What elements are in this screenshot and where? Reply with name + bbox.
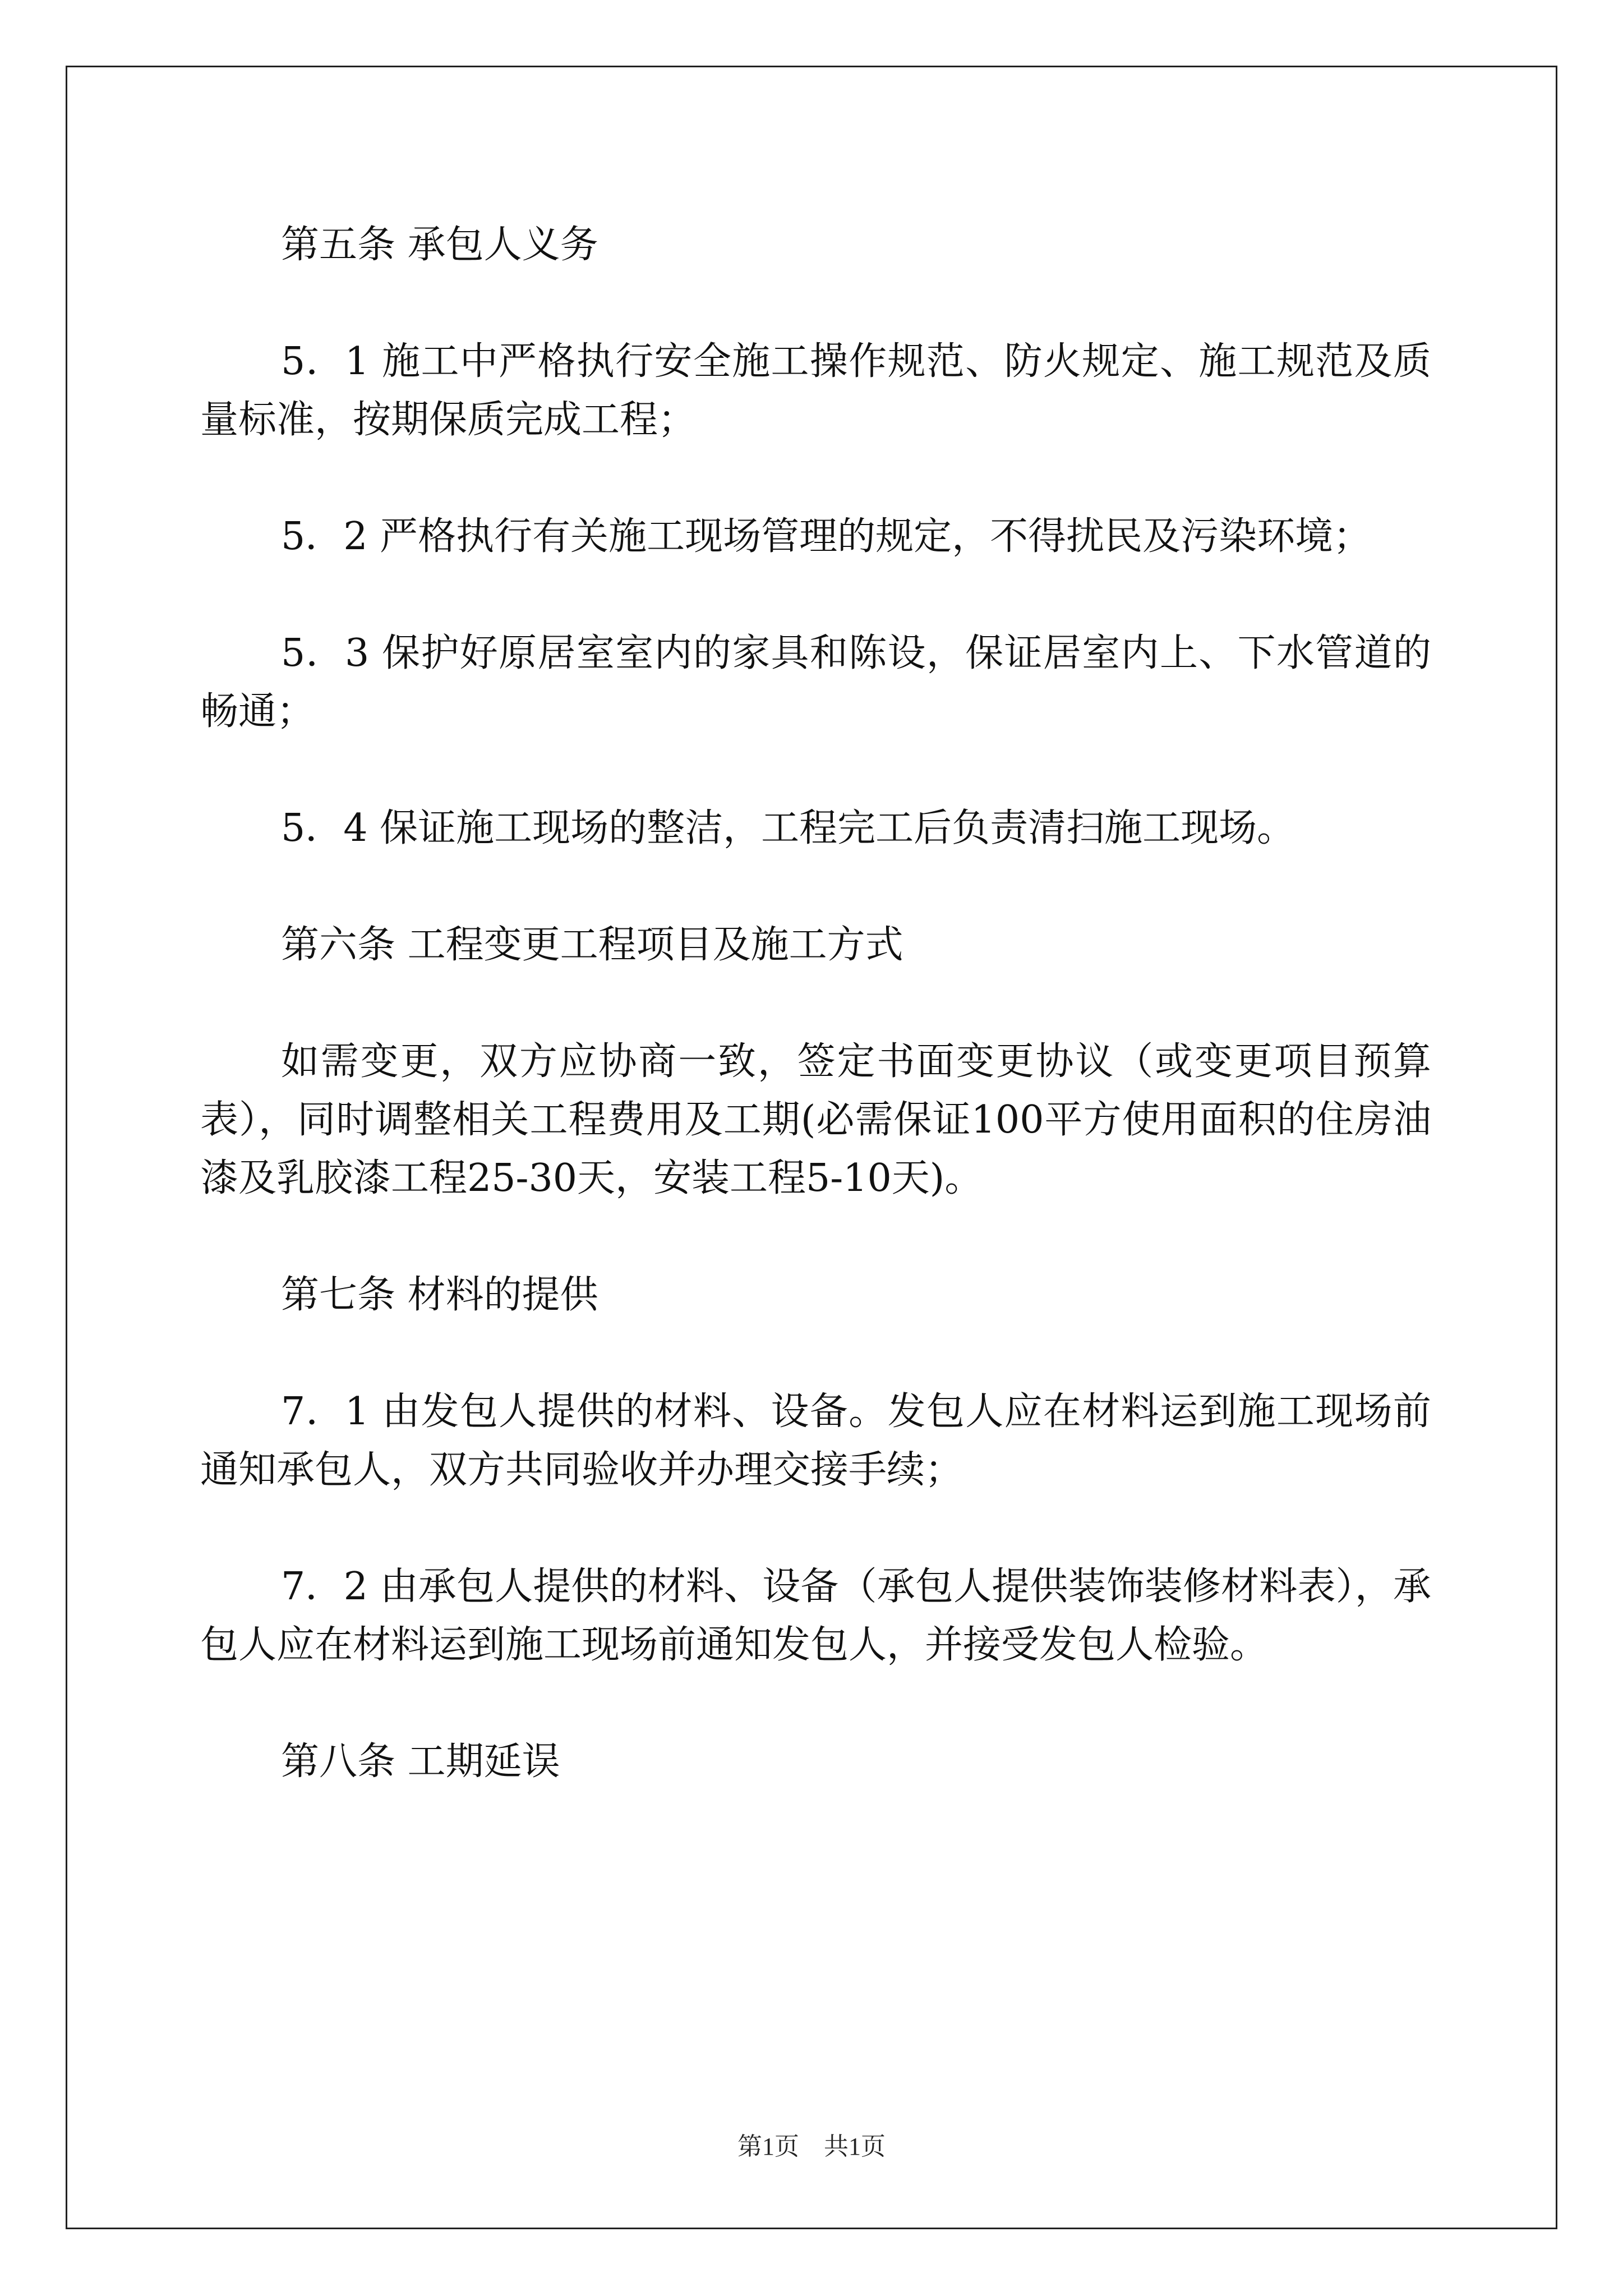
article-6-body: 如需变更，双方应协商一致，签定书面变更协议（或变更项目预算表），同时调整相关工程费用及工期(必需保证100平方使用面积的住房油漆及乳胶漆工程25-30天，安装工程5-10天)。 xyxy=(200,1039,1431,1200)
page-number-footer: 第1页 共1页 xyxy=(737,2133,886,2160)
clause-5-1: 5．1 施工中严格执行安全施工操作规范、防火规定、施工规范及质量标准，按期保质完成工程； xyxy=(200,339,1431,442)
clause-5-3: 5．3 保护好原居室室内的家具和陈设，保证居室内上、下水管道的畅通； xyxy=(200,631,1431,734)
document-body xyxy=(200,216,1431,1849)
clause-5-4: 5．4 保证施工现场的整洁，工程完工后负责清扫施工现场。 xyxy=(281,806,1295,850)
article-5-heading: 第五条 承包人义务 xyxy=(281,223,598,267)
clause-5-2: 5．2 严格执行有关施工现场管理的规定，不得扰民及污染环境； xyxy=(281,514,1372,559)
article-6-heading: 第六条 工程变更工程项目及施工方式 xyxy=(281,923,903,967)
article-8-heading: 第八条 工期延误 xyxy=(281,1740,560,1784)
clause-7-1: 7．1 由发包人提供的材料、设备。发包人应在材料运到施工现场前通知承包人，双方共同验收并办理交接手续； xyxy=(200,1389,1431,1492)
article-7-heading: 第七条 材料的提供 xyxy=(281,1273,598,1317)
clause-7-2: 7．2 由承包人提供的材料、设备（承包人提供装饰装修材料表），承包人应在材料运到施工现场前通知发包人，并接受发包人检验。 xyxy=(200,1565,1431,1667)
